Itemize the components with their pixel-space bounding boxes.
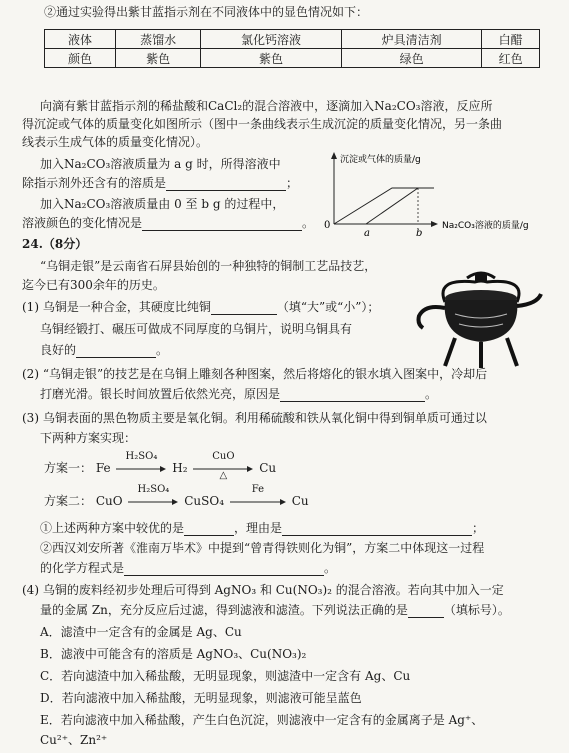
arrow-icon — [116, 466, 166, 472]
paragraph-line: 打磨光滑。银长时间放置后依然光亮，原因是 。 — [40, 387, 438, 401]
reaction-arrow — [193, 450, 253, 481]
paragraph-line: 下两种方案实现： — [40, 431, 137, 445]
option-c: C．若向滤渣中加入稀盐酸，无明显现象，则滤渣中一定含有 Ag、Cu — [40, 669, 411, 683]
question-text: ，理由是 — [234, 521, 283, 535]
paragraph-line: 良好的 。 — [40, 343, 169, 357]
question-text: 良好的 — [40, 343, 77, 357]
plan-label: 方案二： — [44, 494, 93, 508]
question-text: (1) 乌铜是一种合金，其硬度比纯铜 — [22, 300, 211, 314]
arrow-label: H₂SO₄ — [125, 450, 158, 462]
graph-origin: 0 — [324, 220, 331, 231]
paragraph-line: 向滴有紫甘蓝指示剂的稀盐酸和CaCl₂的混合溶液中，逐滴加入Na₂CO₃溶液，反应所 — [40, 99, 493, 113]
paragraph-line: 线表示生成气体的质量变化情况）。 — [22, 135, 209, 149]
answer-blank[interactable] — [184, 535, 234, 536]
question-text: 量的金属 Zn，充分反应后过滤，得到滤液和滤渣。下列说法正确的是 — [40, 603, 408, 617]
paragraph-line — [40, 602, 510, 618]
table-row — [45, 30, 540, 49]
paragraph-line: 溶液颜色的变化情况是 。 — [22, 216, 315, 230]
paragraph-line: 得沉淀或气体的质量变化如图所示（图中一条曲线表示生成沉淀的质量变化情况，另一条曲 — [22, 117, 503, 131]
precipitate-curve — [366, 188, 434, 224]
question-text: ①上述两种方案中较优的是 — [40, 521, 185, 535]
product: H₂ — [172, 461, 188, 475]
paragraph-line: ②西汉刘安所著《淮南万毕术》中提到“曾青得铁则化为铜”，方案二中体现这一过程 — [40, 541, 485, 555]
option-b: B．滤液中可能含有的溶质是 AgNO₃、Cu(NO₃)₂ — [40, 647, 307, 661]
question-text: 除指示剂外还含有的溶质是 — [22, 176, 167, 190]
product: Cu — [259, 461, 277, 475]
paragraph-line: (3) 乌铜表面的黑色物质主要是氧化铜。利用稀硫酸和铁从氧化铜中得到铜单质可通过以 — [22, 411, 487, 425]
product: Cu — [291, 494, 309, 508]
x-axis-arrow — [431, 221, 438, 227]
mass-graph — [322, 150, 562, 242]
paragraph-line: (4) 乌铜的废料经初步处理后可得到 AgNO₃ 和 Cu(NO₃)₂ 的混合溶液。若向其中加入一定 — [22, 583, 504, 597]
answer-blank[interactable] — [408, 617, 444, 618]
paragraph-line: 的化学方程式是 。 — [40, 561, 337, 575]
paragraph-line: 加入Na₂CO₃溶液质量由 0 至 b g 的过程中， — [40, 197, 285, 211]
indicator-color-table — [44, 29, 540, 68]
answer-blank[interactable] — [142, 230, 302, 231]
graph-xlabel: Na₂CO₃溶液的质量/g — [442, 221, 529, 231]
paragraph-line: “乌铜走银”是云南省石屏县始创的一种独特的铜制工艺品技艺， — [40, 259, 377, 273]
product: CuSO₄ — [184, 494, 225, 508]
option-e: E．若向滤液中加入稀盐酸，产生白色沉淀，则滤液中一定含有的金属离子是 Ag⁺、 — [40, 713, 484, 727]
y-axis-arrow — [331, 152, 337, 159]
paragraph-line: 乌铜经锻打、碾压可做成不同厚度的乌铜片，说明乌铜具有 — [40, 322, 353, 336]
paragraph-line: 加入Na₂CO₃溶液质量为 a g 时，所得溶液中 — [40, 157, 281, 171]
reaction-arrow — [128, 483, 178, 510]
table-cell: 氯化钙溶液 — [201, 30, 342, 49]
table-cell: 绿色 — [341, 49, 482, 68]
graph-ylabel: 沉淀或气体的质量/g — [340, 155, 421, 165]
question-24-title: 24.（8分） — [22, 237, 88, 251]
pot-icon — [415, 268, 547, 370]
arrow-icon — [128, 499, 178, 505]
plan-two — [44, 483, 309, 510]
wutong-pot-image — [415, 268, 547, 370]
answer-blank[interactable] — [282, 535, 472, 536]
paragraph-line: 迄今已有300余年的历史。 — [22, 278, 165, 292]
answer-blank[interactable] — [76, 357, 156, 358]
table-cell: 白醋 — [482, 30, 540, 49]
indicator-intro: ②通过实验得出紫甘蓝指示剂在不同液体中的显色情况如下： — [44, 5, 369, 19]
plan-one — [44, 450, 277, 481]
answer-blank[interactable] — [124, 575, 324, 576]
arrow-label: CuO — [212, 450, 235, 462]
reaction-arrow — [116, 450, 166, 477]
question-text: （填标号）。 — [443, 603, 510, 617]
table-cell: 蒸馏水 — [116, 30, 201, 49]
question-text: 打磨光滑。银长时间放置后依然光亮，原因是 — [40, 387, 281, 401]
table-cell: 炉具清洁剂 — [341, 30, 482, 49]
paragraph-line — [22, 299, 379, 315]
option-d: D．若向滤液中加入稀盐酸，无明显现象，则滤液可能呈蓝色 — [40, 691, 362, 705]
arrow-label: H₂SO₄ — [137, 483, 170, 495]
question-text: （填“大”或“小”）； — [276, 300, 380, 314]
paragraph-line: (2) “乌铜走银”的技艺是在乌铜上雕刻各种图案，然后将熔化的银水填入图案中，冷却后 — [22, 367, 488, 381]
answer-blank[interactable] — [280, 401, 425, 402]
mass-graph-svg — [322, 150, 562, 242]
table-cell: 紫色 — [116, 49, 201, 68]
heat-symbol: △ — [219, 469, 228, 481]
table-cell: 液体 — [45, 30, 116, 49]
table-cell: 红色 — [482, 49, 540, 68]
question-text: 的化学方程式是 — [40, 561, 125, 575]
graph-tick-a: a — [364, 228, 370, 239]
option-e-continued: Cu²⁺、Zn²⁺ — [40, 733, 108, 747]
answer-blank[interactable] — [211, 314, 277, 315]
gas-curve — [334, 188, 434, 224]
table-row — [45, 49, 540, 68]
answer-blank[interactable] — [166, 190, 286, 191]
paragraph-line: 除指示剂外还含有的溶质是 ； — [22, 176, 299, 190]
table-cell: 紫色 — [201, 49, 342, 68]
reactant: Fe — [95, 461, 111, 475]
reaction-arrow — [230, 483, 286, 510]
reactant: CuO — [95, 494, 123, 508]
option-a: A．滤渣中一定含有的金属是 Ag、Cu — [40, 625, 242, 639]
table-cell: 颜色 — [45, 49, 116, 68]
arrow-label: Fe — [251, 483, 265, 495]
arrow-icon — [230, 499, 286, 505]
paragraph-line: ①上述两种方案中较优的是 ，理由是 ； — [40, 521, 485, 535]
plan-label: 方案一： — [44, 461, 93, 475]
graph-tick-b: b — [416, 228, 423, 239]
question-text: 溶液颜色的变化情况是 — [22, 216, 143, 230]
